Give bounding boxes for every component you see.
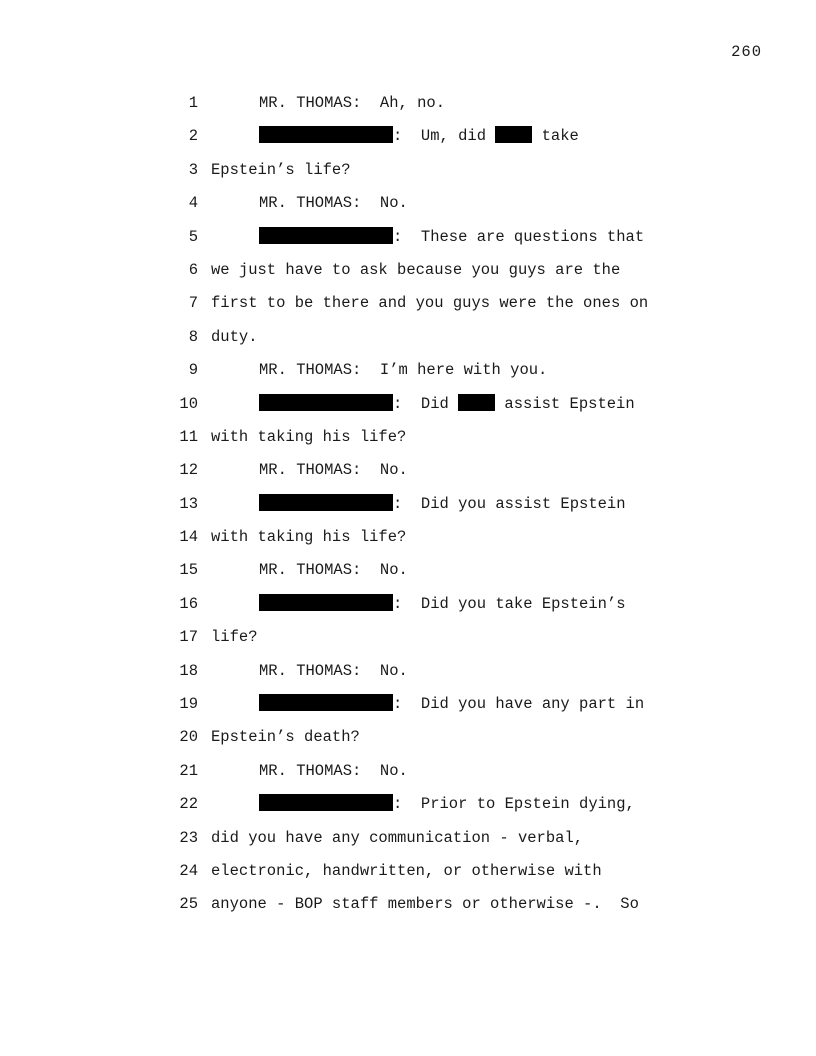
redacted-speaker-name	[259, 594, 393, 611]
line-text-segment: anyone - BOP staff members or otherwise -. So	[211, 895, 639, 914]
line-text-segment: : Did you take Epstein’s	[393, 594, 626, 613]
line-text	[211, 626, 258, 648]
line-text-segment: life?	[211, 628, 258, 647]
transcript-line	[0, 626, 816, 659]
line-text-segment: MR. THOMAS: No.	[259, 661, 408, 680]
line-number: 24	[179, 861, 198, 880]
line-text	[211, 292, 648, 314]
line-number: 3	[188, 160, 198, 179]
transcript-line	[0, 760, 816, 793]
line-number: 1	[188, 94, 198, 112]
line-text	[259, 660, 408, 682]
line-text-segment: we just have to ask because you guys are the	[211, 260, 621, 279]
line-number: 9	[188, 361, 198, 380]
line-text	[259, 760, 408, 782]
transcript-line	[0, 326, 816, 359]
line-text-segment: assist Epstein	[495, 394, 635, 413]
line-number: 15	[179, 561, 198, 580]
transcript-line	[0, 226, 816, 259]
redacted-speaker-name	[259, 394, 393, 411]
line-text	[211, 893, 639, 915]
transcript-line	[0, 292, 816, 325]
line-number: 5	[188, 227, 198, 246]
line-number: 2	[188, 127, 198, 146]
transcript-line	[0, 359, 816, 392]
page-number: 260	[731, 43, 762, 61]
line-number: 8	[188, 327, 198, 346]
redacted-speaker-name	[259, 794, 393, 811]
transcript-line	[0, 459, 816, 492]
line-text	[211, 526, 406, 548]
line-text	[259, 393, 635, 415]
line-text-segment: MR. THOMAS: No.	[259, 761, 408, 780]
line-number: 7	[188, 294, 198, 313]
transcript-line	[0, 660, 816, 693]
transcript-line	[0, 426, 816, 459]
transcript-line	[0, 693, 816, 726]
line-text	[211, 259, 620, 281]
line-text-segment: with taking his life?	[211, 427, 407, 446]
line-text-segment: : Um, did	[393, 127, 496, 146]
transcript-line	[0, 192, 816, 225]
line-text-segment: MR. THOMAS: No.	[259, 461, 408, 480]
redacted-speaker-name	[259, 126, 393, 143]
line-text-segment: : Prior to Epstein dying,	[393, 795, 635, 814]
transcript-line	[0, 726, 816, 759]
line-text-segment: with taking his life?	[211, 528, 407, 547]
line-text	[259, 459, 408, 481]
line-text-segment: MR. THOMAS: No.	[259, 561, 408, 580]
line-text-segment: MR. THOMAS: Ah, no.	[259, 94, 446, 112]
transcript-line	[0, 526, 816, 559]
line-text-segment: : Did you assist Epstein	[393, 494, 626, 513]
line-text	[259, 125, 579, 147]
line-text	[211, 726, 360, 748]
transcript-line	[0, 860, 816, 893]
line-text	[259, 226, 644, 248]
transcript-line	[0, 125, 816, 158]
line-text	[211, 860, 602, 882]
line-number: 14	[179, 528, 198, 547]
line-text	[211, 426, 406, 448]
redacted-speaker-name	[259, 227, 393, 244]
transcript-line	[0, 259, 816, 292]
transcript-line	[0, 159, 816, 192]
redacted-name	[495, 126, 532, 143]
line-number: 10	[179, 394, 198, 413]
line-number: 17	[179, 628, 198, 647]
line-number: 13	[179, 494, 198, 513]
transcript-line	[0, 893, 816, 926]
line-text	[259, 593, 626, 615]
line-text-segment: did you have any communication - verbal,	[211, 828, 584, 847]
line-text	[259, 559, 408, 581]
line-text-segment: : Did you have any part in	[393, 695, 645, 714]
transcript-line	[0, 92, 816, 125]
line-text	[259, 359, 547, 381]
line-text-segment: Epstein’s life?	[211, 160, 351, 179]
line-text	[211, 159, 351, 181]
transcript-line	[0, 493, 816, 526]
line-number: 20	[179, 728, 198, 747]
line-text-segment: first to be there and you guys were the ones on	[211, 294, 649, 313]
line-number: 12	[179, 461, 198, 480]
line-text	[259, 493, 626, 515]
line-text-segment: : These are questions that	[393, 227, 645, 246]
line-number: 4	[188, 194, 198, 213]
redacted-name	[458, 394, 495, 411]
line-text	[259, 793, 635, 815]
line-number: 19	[179, 695, 198, 714]
line-number: 18	[179, 661, 198, 680]
line-text-segment: MR. THOMAS: No.	[259, 194, 408, 213]
transcript-line	[0, 793, 816, 826]
line-text-segment: Epstein’s death?	[211, 728, 360, 747]
transcript-line	[0, 827, 816, 860]
line-text-segment: take	[532, 127, 579, 146]
line-text-segment: MR. THOMAS: I’m here with you.	[259, 361, 548, 380]
redacted-speaker-name	[259, 494, 393, 511]
line-number: 25	[179, 895, 198, 914]
line-text	[211, 326, 258, 348]
line-text	[211, 827, 583, 849]
transcript-line	[0, 393, 816, 426]
line-number: 22	[179, 795, 198, 814]
line-number: 16	[179, 594, 198, 613]
transcript-line	[0, 559, 816, 592]
line-text	[259, 92, 445, 114]
redacted-speaker-name	[259, 694, 393, 711]
transcript-body	[0, 92, 816, 927]
line-text-segment: : Did	[393, 394, 459, 413]
line-number: 6	[188, 260, 198, 279]
line-text-segment: duty.	[211, 327, 258, 346]
transcript-line	[0, 593, 816, 626]
line-text-segment: electronic, handwritten, or otherwise with	[211, 861, 602, 880]
line-text	[259, 693, 644, 715]
line-text	[259, 192, 408, 214]
line-number: 21	[179, 761, 198, 780]
line-number: 23	[179, 828, 198, 847]
line-number: 11	[179, 427, 198, 446]
